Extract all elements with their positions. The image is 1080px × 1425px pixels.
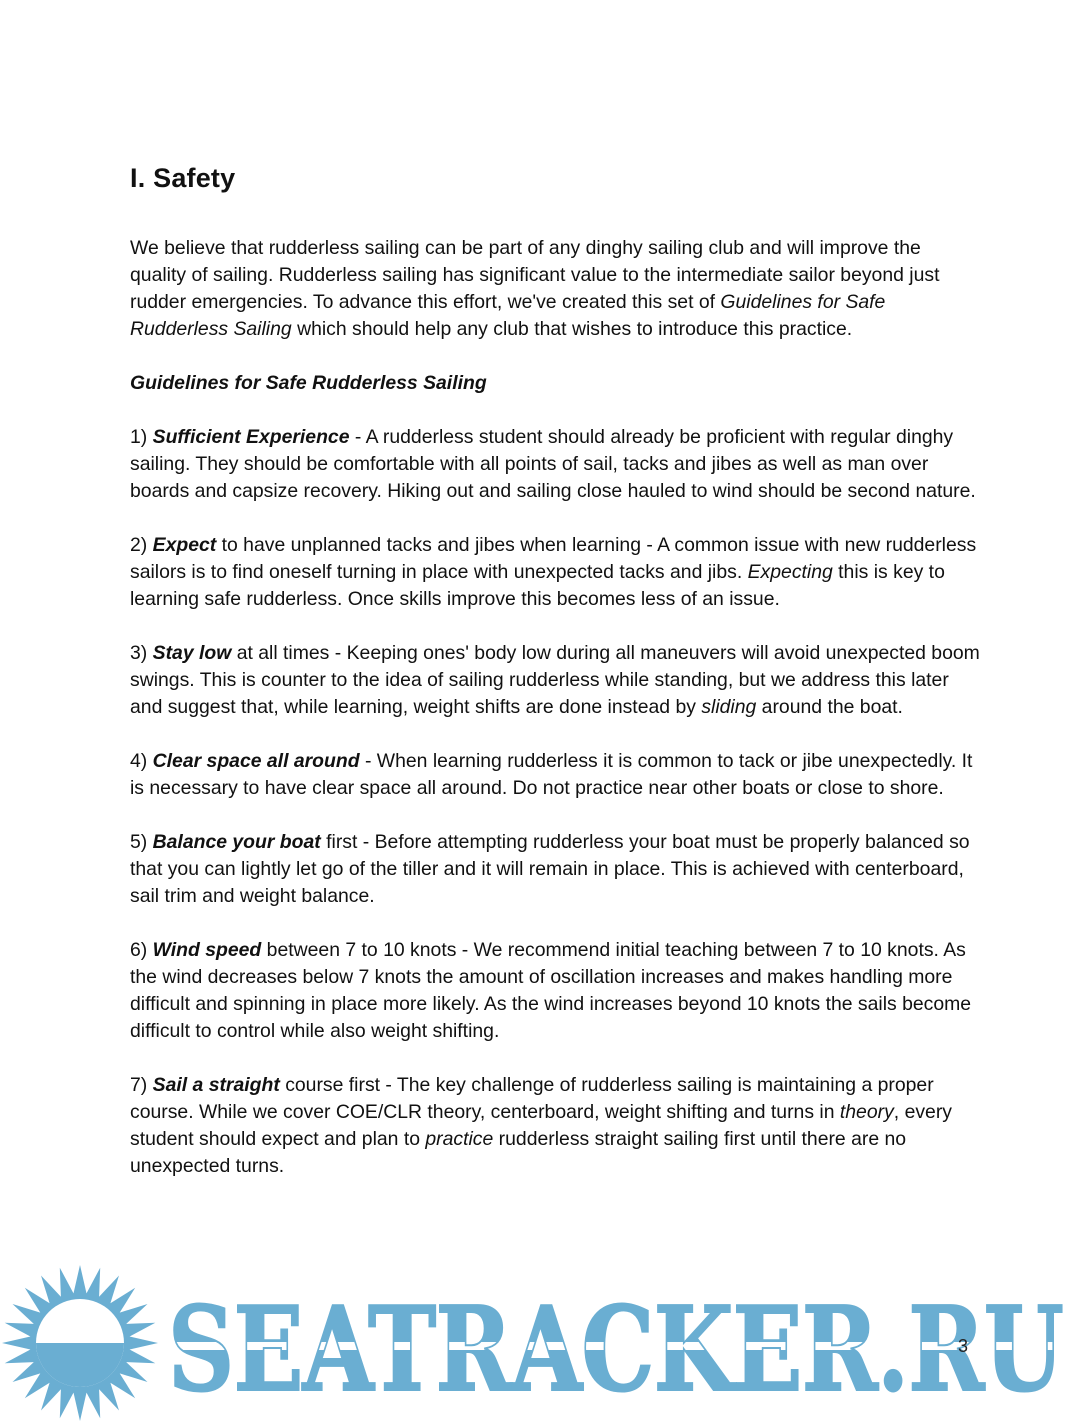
guideline-text: at all times - Keeping ones' body low during all maneuvers will avoid unexpected boom swings. This is counter to the idea of sailing rudderless while standing, but we address this later and suggest that, while learning, weight shifts are done instead by (130, 642, 980, 718)
sun-burst-icon (2, 1265, 158, 1421)
guideline-number: 7) (130, 1074, 153, 1096)
guideline-item (130, 1072, 980, 1180)
watermark-text: SEATRACKER.RU (168, 1282, 1063, 1418)
guideline-text: - A rudderless student should already be proficient with regular dinghy sailing. They should be comfortable with all points of sail, tacks and jibes as well as man over boards and capsize recovery. Hiking out and sailing close hauled to wind should be second nature. (130, 426, 976, 502)
guideline-number: 4) (130, 750, 153, 772)
guideline-number: 1) (130, 426, 153, 448)
guideline-text: - When learning rudderless it is common to tack or jibe unexpectedly. It is necessary to have clear space all around. Do not practice near other boats or close to shore. (130, 750, 973, 799)
document-body (130, 235, 980, 1207)
section-title: I. Safety (130, 163, 236, 193)
guideline-text: , every student should expect and plan to (130, 1101, 952, 1150)
guideline-item (130, 424, 980, 505)
guideline-emphasis: theory (839, 1101, 894, 1123)
guideline-item (130, 532, 980, 613)
guideline-term: Clear space all around (152, 750, 360, 772)
guideline-text: to have unplanned tacks and jibes when learning - A common issue with new rudderless sailors is to find oneself turning in place with unexpected tacks and jibs. (130, 534, 977, 583)
guideline-text: around the boat. (756, 696, 903, 718)
watermark-logo (0, 1262, 1080, 1425)
guideline-item (130, 937, 980, 1045)
page-number: 3 (958, 1336, 969, 1356)
guideline-number: 5) (130, 831, 153, 853)
guideline-number: 3) (130, 642, 153, 664)
guideline-term: Wind speed (152, 939, 262, 961)
guideline-text: this is key to learning safe rudderless. Once skills improve this becomes less of an issue. (130, 561, 945, 610)
guideline-emphasis: practice (425, 1128, 494, 1150)
guideline-emphasis: sliding (701, 696, 757, 718)
guideline-term: Stay low (152, 642, 232, 664)
intro-title-ref: Guidelines for Safe Rudderless Sailing (130, 291, 886, 340)
guideline-text: rudderless straight sailing first until there are no unexpected turns. (130, 1128, 907, 1177)
guideline-emphasis: Expecting (747, 561, 833, 583)
guideline-term: Expect (152, 534, 217, 556)
guidelines-subheading: Guidelines for Safe Rudderless Sailing (130, 372, 487, 394)
guideline-text: first - Before attempting rudderless your boat must be properly balanced so that you can lightly let go of the tiller and it will remain in place. This is achieved with centerboard, sail trim and weight balance. (130, 831, 970, 907)
guideline-text: course first - The key challenge of rudderless sailing is maintaining a proper course. While we cover COE/CLR theory, centerboard, weight shifting and turns in (130, 1074, 934, 1123)
guideline-number: 2) (130, 534, 153, 556)
guideline-number: 6) (130, 939, 153, 961)
intro-text-2: which should help any club that wishes to introduce this practice. (291, 318, 853, 340)
guideline-term: Sail a straight (152, 1074, 280, 1096)
guideline-text: between 7 to 10 knots - We recommend initial teaching between 7 to 10 knots. As the wind decreases below 7 knots the amount of oscillation increases and makes handling more difficult and spinning in place more likely. As the wind increases beyond 10 knots the sails become difficult to control while also weight shifting. (130, 939, 972, 1042)
guideline-item (130, 748, 980, 802)
guideline-term: Balance your boat (152, 831, 321, 853)
intro-text-1: We believe that rudderless sailing can be part of any dinghy sailing club and will improve the quality of sailing. Rudderless sailing has significant value to the intermediate sailor beyond just rudder emergencies. To advance this effort, we've created this set of (130, 237, 940, 313)
guideline-item (130, 829, 980, 910)
guideline-term: Sufficient Experience (152, 426, 350, 448)
intro-paragraph (130, 235, 980, 343)
guideline-item (130, 640, 980, 721)
